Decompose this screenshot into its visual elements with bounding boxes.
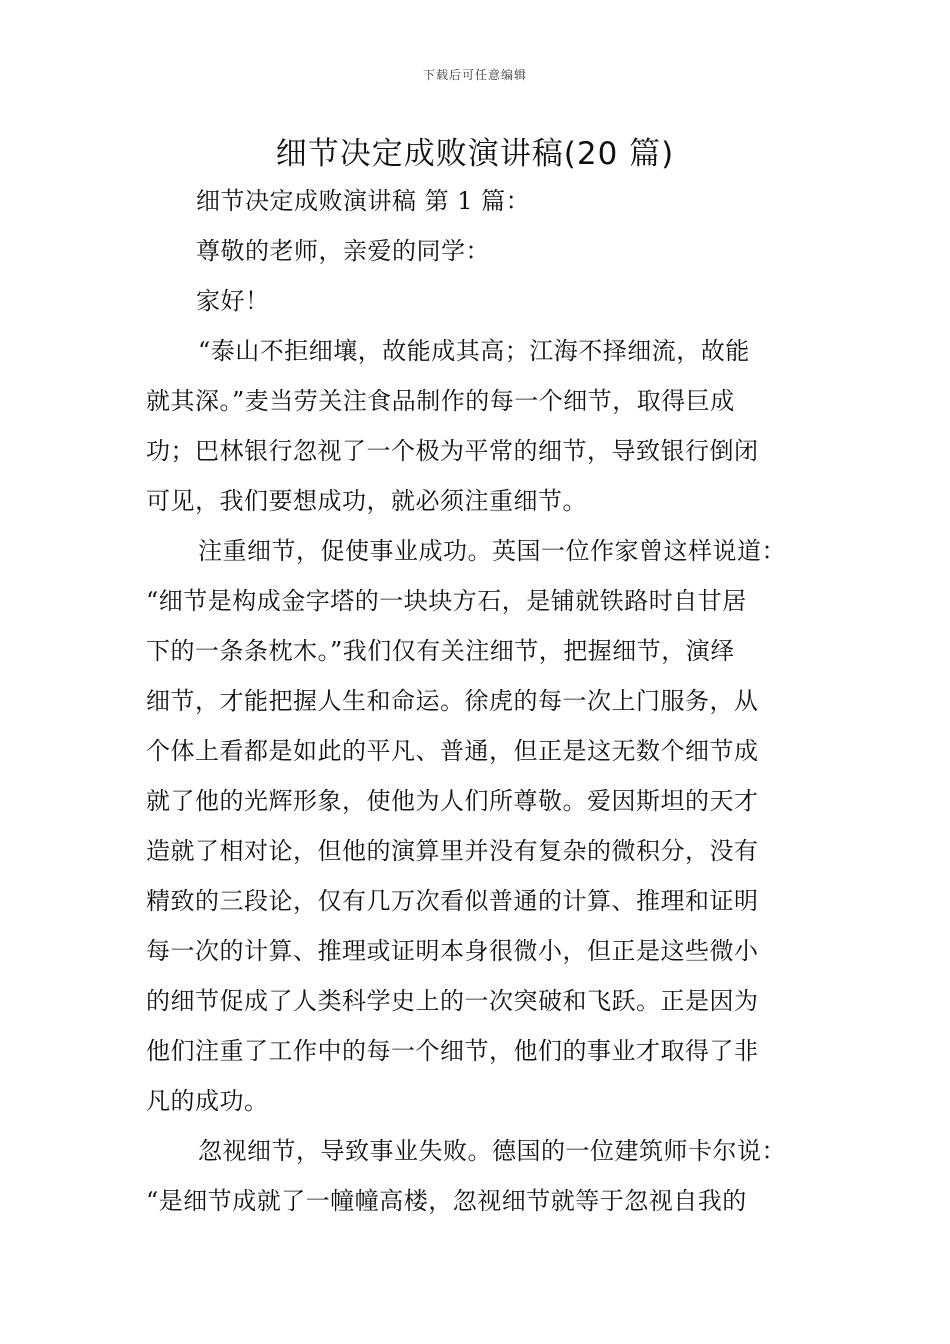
paragraph-line: 功；巴林银行忽视了一个极为平常的细节，导致银行倒闭 [146,437,759,465]
paragraph-line: 个体上看都是如此的平凡、普通，但正是这无数个细节成 [146,737,759,765]
paragraph-line: 的细节促成了人类科学史上的一次突破和飞跃。正是因为 [146,987,759,1015]
paragraph-line: 就其深。”麦当劳关注食品制作的每一个细节，取得巨成 [146,387,735,415]
paragraph-line: “细节是构成金字塔的一块块方石，是铺就铁路时自甘居 [146,587,747,615]
paragraph-line: 凡的成功。 [146,1087,269,1115]
header-note: 下载后可任意编辑 [422,68,527,82]
paragraph-line: 细节，才能把握人生和命运。徐虎的每一次上门服务，从 [146,687,759,715]
paragraph-line: 忽视细节，导致事业失败。德国的一位建筑师卡尔说： [198,1137,786,1165]
paragraph-line: 注重细节，促使事业成功。英国一位作家曾这样说道： [198,537,786,565]
paragraph-line: 造就了相对论，但他的演算里并没有复杂的微积分，没有 [146,837,759,865]
paragraph-line: 精致的三段论，仅有几万次看似普通的计算、推理和证明 [146,887,759,915]
section-heading: 细节决定成败演讲稿 第 1 篇： [196,187,531,215]
greeting: 家好！ [196,287,270,315]
paragraph-line: 他们注重了工作中的每一个细节，他们的事业才取得了非 [146,1037,759,1065]
paragraph-line: 每一次的计算、推理或证明本身很微小，但正是这些微小 [146,937,759,965]
paragraph-line: 可见，我们要想成功，就必须注重细节。 [146,487,587,515]
paragraph-line: 下的一条条枕木。”我们仅有关注细节，把握细节，演绎 [146,637,735,665]
paragraph-line: “是细节成就了一幢幢高楼，忽视细节就等于忽视自我的 [146,1187,747,1215]
paragraph-line: “泰山不拒细壤，故能成其高；江海不择细流，故能 [198,337,750,365]
salutation: 尊敬的老师，亲爱的同学： [196,237,490,265]
paragraph-line: 就了他的光辉形象，使他为人们所尊敬。爱因斯坦的天才 [146,787,759,815]
document-title: 细节决定成败演讲稿(20 篇) [275,136,675,172]
